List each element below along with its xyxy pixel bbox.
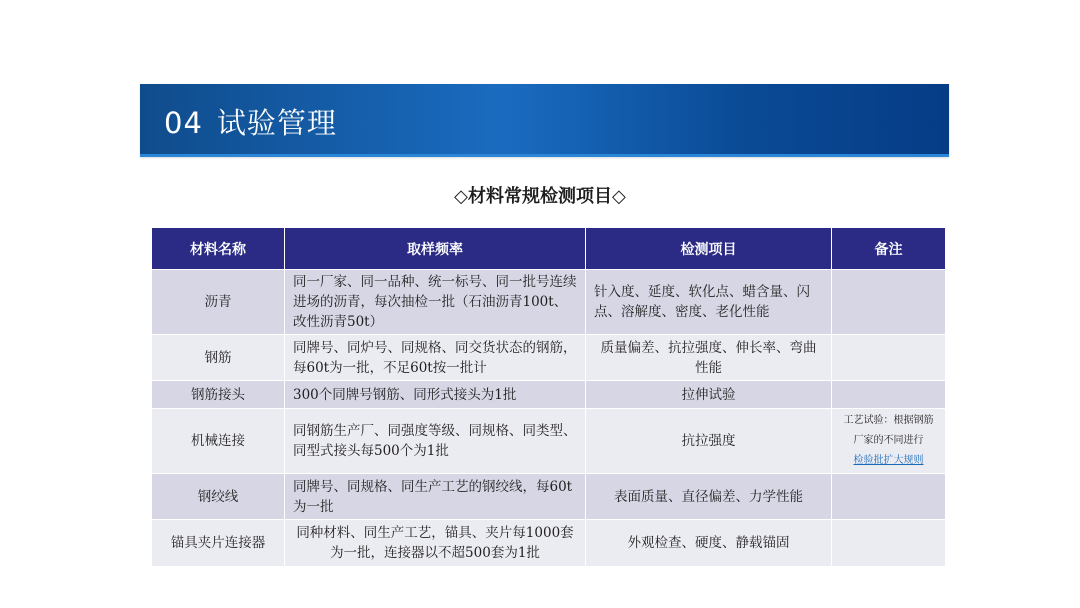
cell-frequency: 同牌号、同炉号、同规格、同交货状态的钢筋，每60t为一批，不足60t按一批计	[285, 335, 586, 381]
cell-frequency: 同一厂家、同一品种、统一标号、同一批号连续进场的沥青，每次抽检一批（石油沥青100t、改性沥青50t）	[285, 270, 586, 335]
header-frequency: 取样频率	[285, 228, 586, 270]
cell-note	[832, 381, 946, 409]
header-note: 备注	[832, 228, 946, 270]
cell-note	[832, 520, 946, 567]
page-title	[164, 101, 337, 142]
cell-tests: 质量偏差、抗拉强度、伸长率、弯曲性能	[586, 335, 832, 381]
section-number: 04	[164, 106, 203, 140]
cell-note	[832, 335, 946, 381]
cell-frequency: 300个同牌号钢筋、同形式接头为1批	[285, 381, 586, 409]
table-row	[152, 520, 946, 567]
table-row	[152, 335, 946, 381]
table-row	[152, 409, 946, 474]
cell-frequency: 同牌号、同规格、同生产工艺的钢绞线，每60t为一批	[285, 474, 586, 520]
table-row	[152, 381, 946, 409]
table-header-row	[152, 228, 946, 270]
cell-material: 钢筋	[152, 335, 285, 381]
cell-tests: 表面质量、直径偏差、力学性能	[586, 474, 832, 520]
cell-note	[832, 270, 946, 335]
cell-note	[832, 474, 946, 520]
cell-material: 机械连接	[152, 409, 285, 474]
cell-tests: 抗拉强度	[586, 409, 832, 474]
header-banner	[140, 84, 949, 157]
materials-table	[151, 227, 946, 567]
cell-material: 钢绞线	[152, 474, 285, 520]
cell-material: 锚具夹片连接器	[152, 520, 285, 567]
header-tests: 检测项目	[586, 228, 832, 270]
cell-material: 钢筋接头	[152, 381, 285, 409]
note-text: 工艺试验：根据钢筋厂家的不同进行	[843, 415, 934, 446]
table-row	[152, 474, 946, 520]
section-title: 试验管理	[216, 106, 337, 140]
cell-material: 沥青	[152, 270, 285, 335]
cell-tests: 拉伸试验	[586, 381, 832, 409]
table-row	[152, 270, 946, 335]
cell-frequency: 同钢筋生产厂、同强度等级、同规格、同类型、同型式接头每500个为1批	[285, 409, 586, 474]
cell-note	[832, 409, 946, 474]
cell-tests: 针入度、延度、软化点、蜡含量、闪点、溶解度、密度、老化性能	[586, 270, 832, 335]
header-material: 材料名称	[152, 228, 285, 270]
table-title: ◇材料常规检测项目◇	[454, 186, 626, 207]
cell-tests: 外观检查、硬度、静载锚固	[586, 520, 832, 567]
note-link[interactable]: 检验批扩大规则	[853, 455, 924, 466]
cell-frequency: 同种材料、同生产工艺，锚具、夹片每1000套为一批，连接器以不超500套为1批	[285, 520, 586, 567]
